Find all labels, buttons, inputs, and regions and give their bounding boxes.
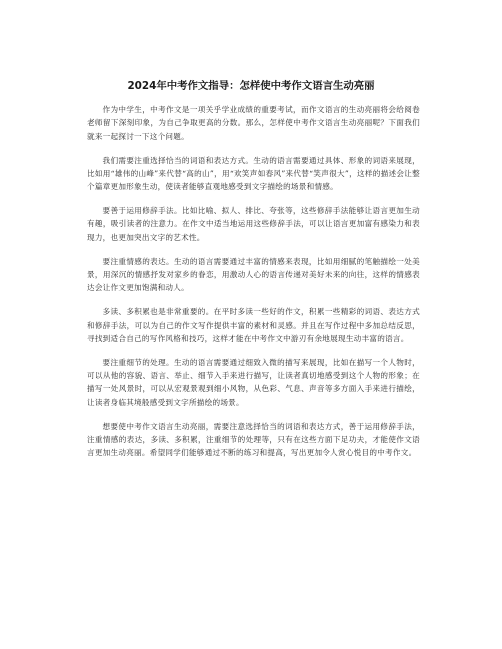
paragraph-rhetoric: 要善于运用修辞手法。比如比喻、拟人、排比、夸张等，这些修辞手法能够让语言更加生动有趣，吸引读者的注意力。在作文中适当地运用这些修辞手法，可以让语言更加富有感染力和表现力，也更加突出文字的艺术性。 — [87, 206, 420, 242]
paragraph-emotion: 要注重情感的表达。生动的语言需要通过丰富的情感来表现，比如用细腻的笔触描绘一处美景，用深沉的情感抒发对家乡的眷恋，用激动人心的语言传递对美好未来的向往，这样的情感表达会让作文更加饱满和动人。 — [87, 256, 420, 293]
document-title: 2024年中考作文指导：怎样使中考作文语言生动亮丽 — [127, 80, 375, 92]
paragraph-intro: 作为中学生，中考作文是一项关乎学业成绩的重要考试，而作文语言的生动亮丽将会给阅卷老师留下深刻印象，为自己争取更高的分数。那么，怎样使中考作文语言生动亮丽呢？下面我们就来一起探讨一下这个问题。 — [87, 105, 420, 141]
paragraph-conclusion: 想要使中考作文语言生动亮丽，需要注意选择恰当的词语和表达方式，善于运用修辞手法，注重情感的表达，多读、多积累，注重细节的处理等，只有在这些方面下足功夫，才能使作文语言更加生动亮丽。希望同学们能够通过不断的练习和提高，写出更加令人赏心悦目的中考作文。 — [87, 421, 420, 458]
paragraph-reading: 多读、多积累也是非常重要的。在平时多读一些好的作文，积累一些精彩的词语、表达方式和修辞手法，可以为自己的作文写作提供丰富的素材和灵感。并且在写作过程中多加总结反思，寻找到适合自己的写作风格和技巧，这样才能在中考作文中游刃有余地展现生动丰富的语言。 — [87, 307, 420, 343]
paragraph-details: 要注重细节的处理。生动的语言需要通过细致入微的描写来展现，比如在描写一个人物时，可以从他的容貌、语言、举止、细节入手来进行描写，让读者真切地感受到这个人物的形象；在描写一处风景时，可以从宏观景观到细小风物，从色彩、气息、声音等多方面入手来进行描绘，让读者身临其境般感受到文字所描绘的场景。 — [87, 357, 420, 407]
paragraph-word-choice: 我们需要注重选择恰当的词语和表达方式。生动的语言需要通过具体、形象的词语来展现，比如用“雄伟的山峰”来代替“高的山”，用“欢笑声如春风”来代替“笑声很大”，这样的描述会让整个篇章更加形象生动，使读者能够直观地感受到文字描绘的场景和情感。 — [87, 155, 420, 192]
document-body — [87, 103, 420, 470]
